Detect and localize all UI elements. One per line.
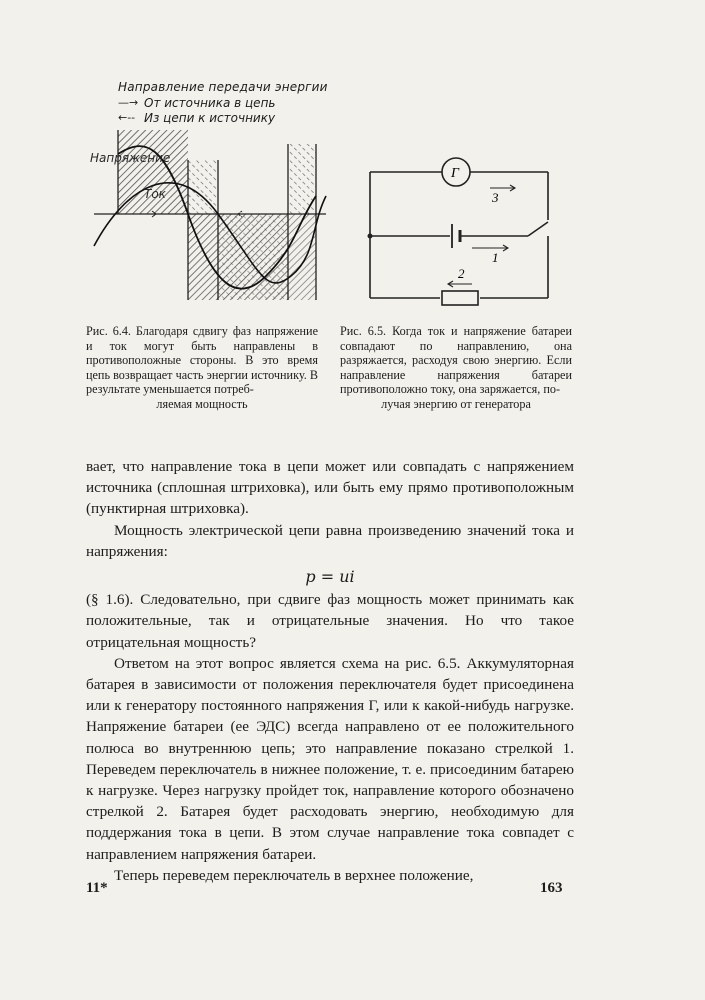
power-formula: p = ui — [305, 567, 355, 587]
paragraph-3: (§ 1.6). Следовательно, при сдвиге фаз мощность может принимать как положительные, так и отрицательные значения. Но что такое отрицательная мощность? — [86, 591, 574, 651]
legend-from-source: От источника в цепь — [144, 96, 276, 110]
caption-6-5-text: Рис. 6.5. Когда ток и напряжение батареи совпадают по направлению, она разряжается, расходуя свою энергию. Если направление напряжения батареи противоположно току, она заряжается, по- — [340, 324, 572, 397]
paragraph-2: Мощность электрической цепи равна произведению значений тока и напряжения: — [86, 521, 574, 560]
legend-title: Направление передачи энергии — [118, 80, 328, 94]
voltage-label: Напряжение — [90, 151, 171, 165]
page-number: 163 — [540, 880, 563, 896]
figure-6-4 — [86, 76, 332, 308]
figure-6-5 — [360, 148, 560, 308]
caption-figure-6-5 — [340, 324, 572, 412]
paragraph-4: Ответом на этот вопрос является схема на рис. 6.5. Аккумуляторная батарея в зависимости от положения переключателя будет присоединена или к генератору постоянного напряжения Г, или к какой-нибудь нагрузке. Напряжение батареи (ее ЭДС) всегда направлено от ее положительного полюса во внутреннюю цепь; это направление показано стрелкой 1. Переведем переключатель в нижнее положение, т. е. присоединим батарею к нагрузке. Через нагрузку пройдет ток, направление которого обозначено стрелкой 2. Батарея будет расходовать энергию, необходимую для поддержания тока в цепи. В этом случае направление тока совпадет с направлением напряжения батареи. — [86, 654, 574, 863]
caption-figure-6-4 — [86, 324, 318, 412]
paragraph-5: Теперь переведем переключатель в верхнее положение, — [114, 866, 474, 884]
arrow-1-label: 1 — [492, 250, 499, 265]
current-label: Ток — [144, 187, 166, 201]
switch-lever — [528, 222, 548, 236]
main-text — [86, 456, 574, 886]
phase-shift-graph — [86, 76, 332, 308]
dashed-arrow-icon: ←‑‑ — [118, 111, 136, 124]
load-resistor-icon — [442, 291, 478, 305]
generator-label: Г — [451, 166, 459, 181]
caption-6-5-last-line: лучая энергию от генератора — [381, 396, 531, 411]
printer-signature: 11* — [86, 880, 108, 896]
arrow-3-label: 3 — [492, 190, 499, 205]
caption-6-4-last-line: ляемая мощность — [156, 396, 248, 411]
battery-circuit-diagram — [360, 148, 560, 308]
paragraph-1: вает, что направление тока в цепи может или совпадать с напряжением источника (сплошная штриховка), или быть ему прямо противоположным (пунктирная штриховка). — [86, 458, 574, 518]
legend-to-source: Из цепи к источнику — [144, 111, 276, 125]
solid-arrow-icon: —→ — [118, 96, 139, 109]
arrow-2-label: 2 — [458, 266, 465, 281]
caption-6-4-text: Рис. 6.4. Благодаря сдвигу фаз напряжение и ток могут быть направлены в противоположные стороны. В это время цепь возвращает часть энергии источнику. В результате уменьшается потреб- — [86, 324, 318, 397]
